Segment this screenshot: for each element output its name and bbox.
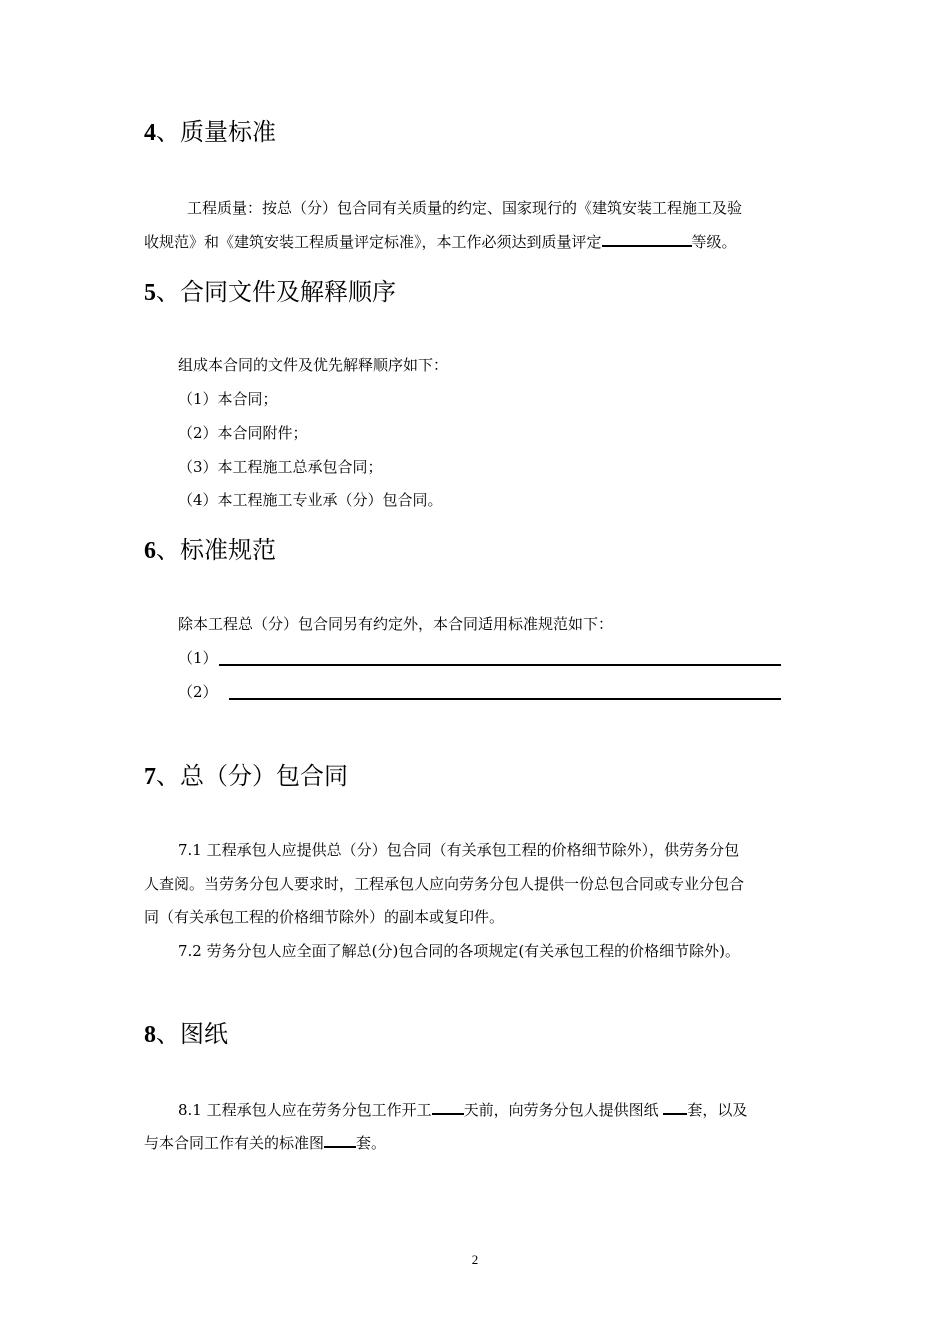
section-number: 6: [144, 538, 156, 564]
section-4-heading: [144, 117, 276, 148]
drawing-sets-blank[interactable]: [663, 1099, 687, 1115]
section-number: 4: [144, 120, 156, 146]
section-title: 、合同文件及解释顺序: [156, 278, 396, 306]
quality-paragraph-line-1: 工程质量：按总（分）包合同有关质量的约定、国家现行的《建筑安装工程施工及验: [187, 199, 743, 217]
list-item: （3）本工程施工总承包合同；: [178, 458, 383, 476]
section-title: 、质量标准: [156, 118, 276, 146]
clause-7-2: 7.2 劳务分包人应全面了解总(分)包合同的各项规定(有关承包工程的价格细节除外)。: [178, 942, 741, 960]
standards-item-1-label: （1）: [178, 649, 218, 667]
section-number: 5: [144, 280, 156, 306]
quality-grade-blank[interactable]: [602, 231, 692, 247]
clause-7-1-line-3: 同（有关承包工程的价格细节除外）的副本或复印件。: [144, 908, 505, 926]
standards-intro: 除本工程总（分）包合同另有约定外，本合同适用标准规范如下：: [178, 615, 614, 633]
clause-text: 天前，向劳务分包人提供图纸: [463, 1101, 664, 1119]
clause-8-1-line-2: [144, 1132, 386, 1153]
page-number: 2: [471, 1252, 479, 1267]
standards-item-2-label: （2）: [178, 683, 218, 701]
clause-7-1-line-2: 人查阅。当劳务分包人要求时，工程承包人应向劳务分包人提供一份总包合同或专业分包合: [144, 875, 745, 893]
quality-paragraph-line-2: [144, 231, 737, 252]
section-title: 、图纸: [156, 1020, 228, 1048]
section-title: 、总（分）包合同: [156, 762, 348, 790]
list-item: （2）本合同附件；: [178, 424, 308, 442]
section-number: 8: [144, 1022, 156, 1048]
days-blank[interactable]: [432, 1099, 464, 1115]
section-5-heading: [144, 277, 396, 308]
quality-text: 收规范》和《建筑安装工程质量评定标准》，本工作必须达到质量评定: [144, 233, 602, 251]
list-item: （4）本工程施工专业承（分）包合同。: [178, 491, 443, 509]
section-number: 7: [144, 764, 156, 790]
standards-item-2-blank[interactable]: [229, 698, 781, 700]
list-item: （1）本合同；: [178, 390, 278, 408]
quality-text-end: 等级。: [691, 233, 737, 251]
section-8-heading: [144, 1019, 228, 1050]
section-6-heading: [144, 535, 276, 566]
clause-text: 8.1 工程承包人应在劳务分包工作开工: [178, 1101, 432, 1119]
standards-item-1-blank[interactable]: [219, 664, 781, 666]
section-7-heading: [144, 761, 348, 792]
clause-text: 套。: [356, 1134, 387, 1152]
clause-8-1-line-1: [178, 1099, 747, 1120]
clause-text: 套，以及: [687, 1101, 748, 1119]
standard-drawing-sets-blank[interactable]: [324, 1132, 356, 1148]
contract-docs-intro: 组成本合同的文件及优先解释顺序如下：: [178, 356, 449, 374]
clause-text: 与本合同工作有关的标准图: [144, 1134, 325, 1152]
clause-7-1-line-1: 7.1 工程承包人应提供总（分）包合同（有关承包工程的价格细节除外），供劳务分包: [178, 841, 740, 859]
section-title: 、标准规范: [156, 536, 276, 564]
